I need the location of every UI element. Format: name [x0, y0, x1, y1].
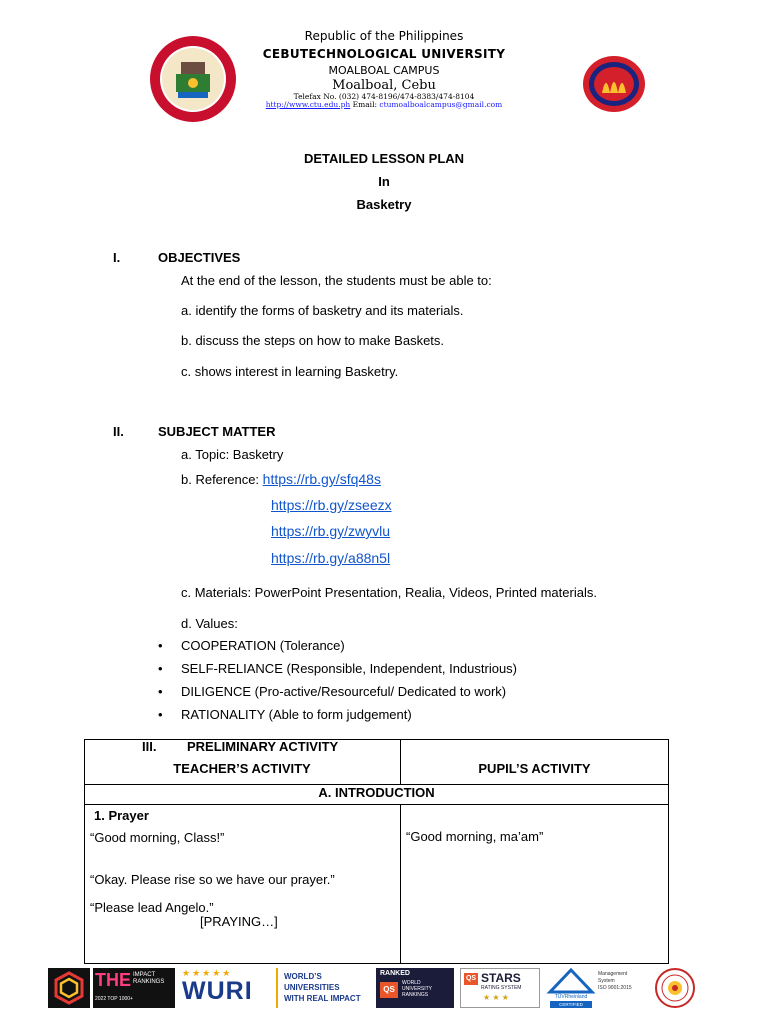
value-item: RATIONALITY (Able to form judgement) [181, 707, 412, 722]
qs-stars-sub: RATING SYSTEM [481, 985, 522, 991]
email-link[interactable]: ctumoalboalcampus@gmail.com [379, 100, 503, 109]
hexagon-logo-icon [48, 968, 90, 1008]
subject-matter-number: II. [113, 424, 124, 439]
qs-desc-line: RANKINGS [402, 992, 429, 998]
bullet-icon: • [158, 684, 163, 699]
preliminary-title: PRELIMINARY ACTIVITY [187, 739, 339, 754]
wuri-desc-line: UNIVERSITIES [284, 983, 340, 992]
preliminary-number: III. [142, 739, 157, 754]
stars-icon: ★ ★ ★ [483, 993, 509, 1002]
tuv-text: TÜVRheinland [554, 994, 588, 1000]
stars-icon: ★★★★★ [182, 968, 233, 978]
wuri-text: WURI [182, 977, 253, 1005]
teacher-activity-header: TEACHER’S ACTIVITY [173, 761, 311, 776]
bullet-icon: • [158, 638, 163, 653]
website-link[interactable]: http://www.ctu.edu.ph [265, 100, 351, 109]
reference-link[interactable]: https://rb.gy/zwyvlu [271, 523, 391, 539]
header-university: CEBUTECHNOLOGICAL UNIVERSITY [262, 47, 506, 61]
table-divider [400, 804, 401, 964]
topic-line: a. Topic: Basketry [181, 447, 284, 462]
tuv-triangle-icon [546, 968, 596, 994]
objective-item: a. identify the forms of basketry and its materials. [181, 303, 464, 318]
header-republic: Republic of the Philippines [304, 29, 464, 43]
teacher-line: “Please lead Angelo.” [90, 900, 214, 915]
praying-note: [PRAYING…] [200, 914, 278, 929]
lesson-plan-title: DETAILED LESSON PLAN [303, 151, 465, 166]
qs-stars-logo [460, 968, 540, 1008]
lesson-plan-in: In [378, 174, 390, 189]
qs-badge-icon: QS [380, 982, 398, 998]
wuri-logo [180, 968, 370, 1008]
qs-stars-text: STARS [481, 971, 521, 985]
subject-matter-heading: SUBJECT MATTER [158, 424, 276, 439]
lesson-plan-subject: Basketry [356, 197, 412, 212]
asean-logo-icon [582, 55, 646, 113]
prayer-step: 1. Prayer [94, 808, 149, 823]
reference-label: b. Reference: [181, 472, 263, 487]
impact-text: IMPACT RANKINGS [133, 972, 165, 985]
reference-line [181, 471, 381, 487]
mgmt-line: System [598, 978, 615, 984]
bullet-icon: • [158, 707, 163, 722]
qs-stars-badge-icon: QS [464, 973, 478, 985]
objectives-number: I. [113, 250, 121, 265]
qs-ranked-text: RANKED [380, 970, 410, 977]
impact-sub: 2022 TOP 1000+ [95, 996, 133, 1002]
quality-seal-icon [652, 968, 698, 1008]
reference-link[interactable]: https://rb.gy/a88n5l [271, 550, 391, 566]
value-item: SELF-RELIANCE (Responsible, Independent, Industrious) [181, 661, 518, 676]
header-contacts [0, 100, 768, 109]
wuri-desc-line: WORLD’S [284, 972, 322, 981]
tuv-logo [546, 968, 596, 1008]
qs-desc [402, 980, 432, 998]
qs-ranked-logo [376, 968, 454, 1008]
table-divider [84, 804, 669, 805]
the-text: THE [95, 970, 131, 990]
values-label: d. Values: [181, 616, 238, 631]
pupil-activity-header: PUPIL’S ACTIVITY [478, 761, 591, 776]
email-label: Email: [352, 100, 377, 109]
introduction-heading: A. INTRODUCTION [318, 785, 435, 800]
reference-link[interactable]: https://rb.gy/zseezx [271, 497, 392, 513]
pupil-line: “Good morning, ma’am” [406, 829, 544, 844]
bullet-icon: • [158, 661, 163, 676]
objective-item: b. discuss the steps on how to make Baskets. [181, 333, 445, 348]
objective-item: c. shows interest in learning Basketry. [181, 364, 399, 379]
management-system-logo [598, 968, 646, 1008]
qs-desc-line: WORLD [402, 980, 421, 986]
header-town: Moalboal, Cebu [332, 78, 436, 93]
mgmt-line: ISO 9001:2015 [598, 985, 632, 991]
wuri-desc-line: WITH REAL IMPACT [284, 994, 361, 1003]
the-impact-rankings-logo [93, 968, 175, 1008]
header-telefax: Telefax No. (032) 474-8196/474-8383/474-8104 [293, 92, 475, 101]
teacher-line: “Good morning, Class!” [90, 830, 225, 845]
value-item: DILIGENCE (Pro-active/Resourceful/ Dedicated to work) [181, 684, 507, 699]
wuri-desc [284, 971, 361, 1004]
reference-link[interactable]: https://rb.gy/sfq48s [262, 471, 381, 487]
materials-line: c. Materials: PowerPoint Presentation, Realia, Videos, Printed materials. [181, 585, 597, 600]
value-item: COOPERATION (Tolerance) [181, 638, 345, 653]
wuri-divider [276, 968, 278, 1008]
mgmt-line: Management [598, 971, 628, 977]
tuv-cert: CERTIFIED [550, 1001, 592, 1008]
header-campus: MOALBOAL CAMPUS [328, 64, 440, 77]
objectives-intro: At the end of the lesson, the students must be able to: [181, 273, 492, 288]
teacher-line: “Okay. Please rise so we have our prayer.” [90, 872, 335, 887]
objectives-heading: OBJECTIVES [158, 250, 241, 265]
qs-desc-line: UNIVERSITY [402, 986, 433, 992]
